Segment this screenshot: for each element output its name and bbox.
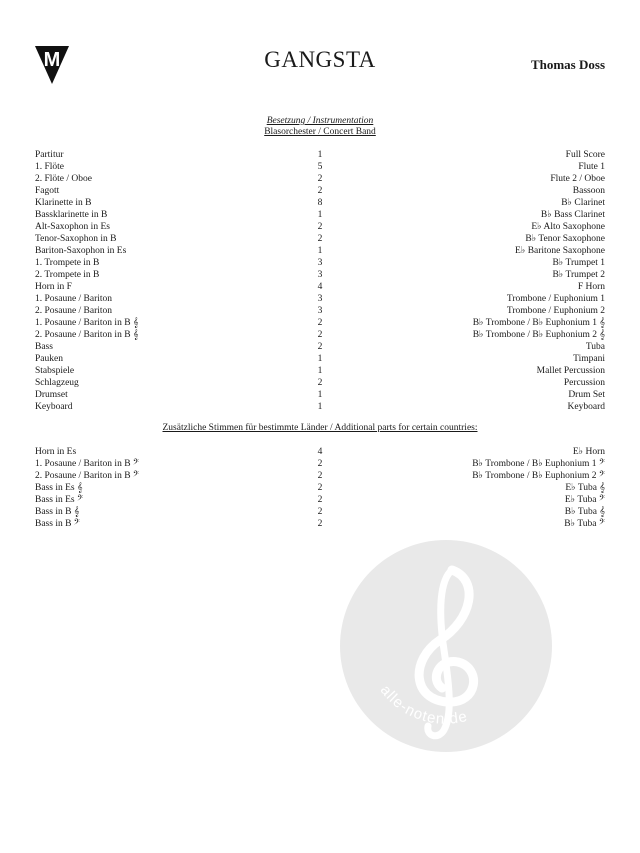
german-part-name: Bass in Es 𝄢 bbox=[35, 495, 84, 505]
part-count: 2 bbox=[317, 495, 323, 505]
instrumentation-row bbox=[35, 185, 605, 197]
german-part-name: Stabspiele bbox=[35, 366, 75, 376]
english-part-name: B♭ Tenor Saxophone bbox=[525, 234, 605, 244]
german-part-name: Keyboard bbox=[35, 402, 73, 412]
german-part-name: 2. Flöte / Oboe bbox=[35, 174, 92, 184]
german-part-name: 2. Trompete in B bbox=[35, 270, 100, 280]
english-part-name: Percussion bbox=[563, 378, 605, 388]
part-count: 2 bbox=[317, 222, 323, 232]
english-part-name: Drum Set bbox=[568, 390, 605, 400]
instrumentation-row bbox=[35, 257, 605, 269]
instrumentation-row bbox=[35, 293, 605, 305]
german-part-name: 1. Trompete in B bbox=[35, 258, 100, 268]
part-count: 1 bbox=[317, 150, 323, 160]
english-part-name: B♭ Trombone / B♭ Euphonium 1 𝄢 bbox=[472, 459, 605, 469]
part-count: 1 bbox=[317, 390, 323, 400]
instrumentation-row bbox=[35, 173, 605, 185]
part-count: 1 bbox=[317, 402, 323, 412]
part-count: 3 bbox=[317, 258, 323, 268]
part-count: 3 bbox=[317, 270, 323, 280]
instrumentation-row bbox=[35, 317, 605, 329]
part-count: 1 bbox=[317, 246, 323, 256]
part-count: 2 bbox=[317, 318, 323, 328]
german-part-name: Horn in Es bbox=[35, 447, 77, 457]
instrumentation-row bbox=[35, 329, 605, 341]
english-part-name: Mallet Percussion bbox=[536, 366, 605, 376]
part-count: 2 bbox=[317, 471, 323, 481]
part-count: 2 bbox=[317, 234, 323, 244]
english-part-name: E♭ Alto Saxophone bbox=[531, 222, 605, 232]
additional-part-row bbox=[35, 446, 605, 458]
german-part-name: Bass in B 𝄞 bbox=[35, 507, 80, 517]
instrumentation-row bbox=[35, 161, 605, 173]
instrumentation-heading-band: Blasorchester / Concert Band bbox=[264, 127, 376, 137]
instrumentation-row bbox=[35, 365, 605, 377]
german-part-name: Bariton-Saxophon in Es bbox=[35, 246, 127, 256]
german-part-name: 1. Flöte bbox=[35, 162, 65, 172]
part-count: 1 bbox=[317, 210, 323, 220]
english-part-name: F Horn bbox=[577, 282, 605, 292]
german-part-name: Tenor-Saxophon in B bbox=[35, 234, 117, 244]
german-part-name: 1. Posaune / Bariton in B 𝄞 bbox=[35, 318, 139, 328]
german-part-name: 2. Posaune / Bariton in B 𝄢 bbox=[35, 471, 140, 481]
instrumentation-heading bbox=[0, 116, 640, 138]
english-part-name: B♭ Trombone / B♭ Euphonium 2 𝄞 bbox=[472, 330, 605, 340]
part-count: 4 bbox=[317, 282, 323, 292]
english-part-name: B♭ Clarinet bbox=[561, 198, 605, 208]
instrumentation-row bbox=[35, 341, 605, 353]
additional-part-row bbox=[35, 482, 605, 494]
english-part-name: Flute 2 / Oboe bbox=[550, 174, 605, 184]
part-count: 1 bbox=[317, 354, 323, 364]
german-part-name: Fagott bbox=[35, 186, 60, 196]
instrumentation-row bbox=[35, 377, 605, 389]
english-part-name: B♭ Trombone / B♭ Euphonium 2 𝄢 bbox=[472, 471, 605, 481]
instrumentation-row bbox=[35, 245, 605, 257]
english-part-name: B♭ Tuba 𝄞 bbox=[564, 507, 605, 517]
english-part-name: B♭ Trumpet 1 bbox=[552, 258, 605, 268]
german-part-name: Bass in Es 𝄞 bbox=[35, 483, 83, 493]
instrumentation-row bbox=[35, 221, 605, 233]
part-count: 3 bbox=[317, 294, 323, 304]
german-part-name: Drumset bbox=[35, 390, 68, 400]
additional-part-row bbox=[35, 506, 605, 518]
english-part-name: B♭ Trombone / B♭ Euphonium 1 𝄞 bbox=[472, 318, 605, 328]
german-part-name: 1. Posaune / Bariton bbox=[35, 294, 113, 304]
english-part-name: E♭ Tuba 𝄞 bbox=[565, 483, 605, 493]
german-part-name: Schlagzeug bbox=[35, 378, 79, 388]
additional-part-row bbox=[35, 470, 605, 482]
german-part-name: Horn in F bbox=[35, 282, 72, 292]
english-part-name: Trombone / Euphonium 2 bbox=[506, 306, 605, 316]
part-count: 8 bbox=[317, 198, 323, 208]
instrumentation-row bbox=[35, 401, 605, 413]
german-part-name: 2. Posaune / Bariton bbox=[35, 306, 113, 316]
instrumentation-row bbox=[35, 149, 605, 161]
german-part-name: Bass bbox=[35, 342, 53, 352]
german-part-name: 2. Posaune / Bariton in B 𝄞 bbox=[35, 330, 139, 340]
additional-parts-heading: Zusätzliche Stimmen für bestimmte Länder / Additional parts for certain countries: bbox=[162, 423, 478, 433]
english-part-name: Flute 1 bbox=[578, 162, 605, 172]
logo-letter: M bbox=[43, 49, 61, 71]
german-part-name: Bass in B 𝄢 bbox=[35, 519, 80, 529]
instrumentation-list bbox=[35, 149, 605, 413]
english-part-name: B♭ Trumpet 2 bbox=[552, 270, 605, 280]
english-part-name: Keyboard bbox=[567, 402, 605, 412]
part-count: 3 bbox=[317, 306, 323, 316]
additional-part-row bbox=[35, 494, 605, 506]
part-count: 2 bbox=[317, 378, 323, 388]
additional-part-row bbox=[35, 458, 605, 470]
watermark-text: alle-noten.de bbox=[376, 681, 470, 728]
watermark-treble-clef-icon bbox=[340, 540, 552, 752]
english-part-name: Full Score bbox=[565, 150, 605, 160]
instrumentation-row bbox=[35, 353, 605, 365]
instrumentation-row bbox=[35, 305, 605, 317]
part-count: 2 bbox=[317, 459, 323, 469]
english-part-name: E♭ Baritone Saxophone bbox=[515, 246, 605, 256]
instrumentation-row bbox=[35, 389, 605, 401]
english-part-name: Bassoon bbox=[572, 186, 605, 196]
english-part-name: Trombone / Euphonium 1 bbox=[506, 294, 605, 304]
english-part-name: E♭ Horn bbox=[572, 447, 605, 457]
additional-parts-list bbox=[35, 446, 605, 530]
instrumentation-heading-italic: Besetzung / Instrumentation bbox=[266, 116, 374, 126]
english-part-name: Timpani bbox=[573, 354, 605, 364]
composer-name: Thomas Doss bbox=[530, 57, 605, 72]
part-count: 2 bbox=[317, 186, 323, 196]
part-count: 1 bbox=[317, 366, 323, 376]
part-count: 4 bbox=[317, 447, 323, 457]
english-part-name: Tuba bbox=[585, 342, 605, 352]
part-count: 2 bbox=[317, 507, 323, 517]
piece-title: GANGSTA bbox=[264, 47, 376, 72]
german-part-name: Partitur bbox=[35, 150, 64, 160]
instrumentation-row bbox=[35, 209, 605, 221]
instrumentation-row bbox=[35, 269, 605, 281]
part-count: 2 bbox=[317, 519, 323, 529]
instrumentation-row bbox=[35, 233, 605, 245]
english-part-name: B♭ Tuba 𝄢 bbox=[564, 519, 605, 529]
german-part-name: 1. Posaune / Bariton in B 𝄢 bbox=[35, 459, 140, 469]
german-part-name: Bassklarinette in B bbox=[35, 210, 108, 220]
german-part-name: Klarinette in B bbox=[35, 198, 92, 208]
english-part-name: E♭ Tuba 𝄢 bbox=[564, 495, 605, 505]
german-part-name: Alt-Saxophon in Es bbox=[35, 222, 110, 232]
additional-part-row bbox=[35, 518, 605, 530]
german-part-name: Pauken bbox=[35, 354, 63, 364]
instrumentation-row bbox=[35, 281, 605, 293]
part-count: 2 bbox=[317, 330, 323, 340]
part-count: 2 bbox=[317, 483, 323, 493]
instrumentation-row bbox=[35, 197, 605, 209]
part-count: 2 bbox=[317, 174, 323, 184]
part-count: 5 bbox=[317, 162, 323, 172]
english-part-name: B♭ Bass Clarinet bbox=[540, 210, 605, 220]
part-count: 2 bbox=[317, 342, 323, 352]
